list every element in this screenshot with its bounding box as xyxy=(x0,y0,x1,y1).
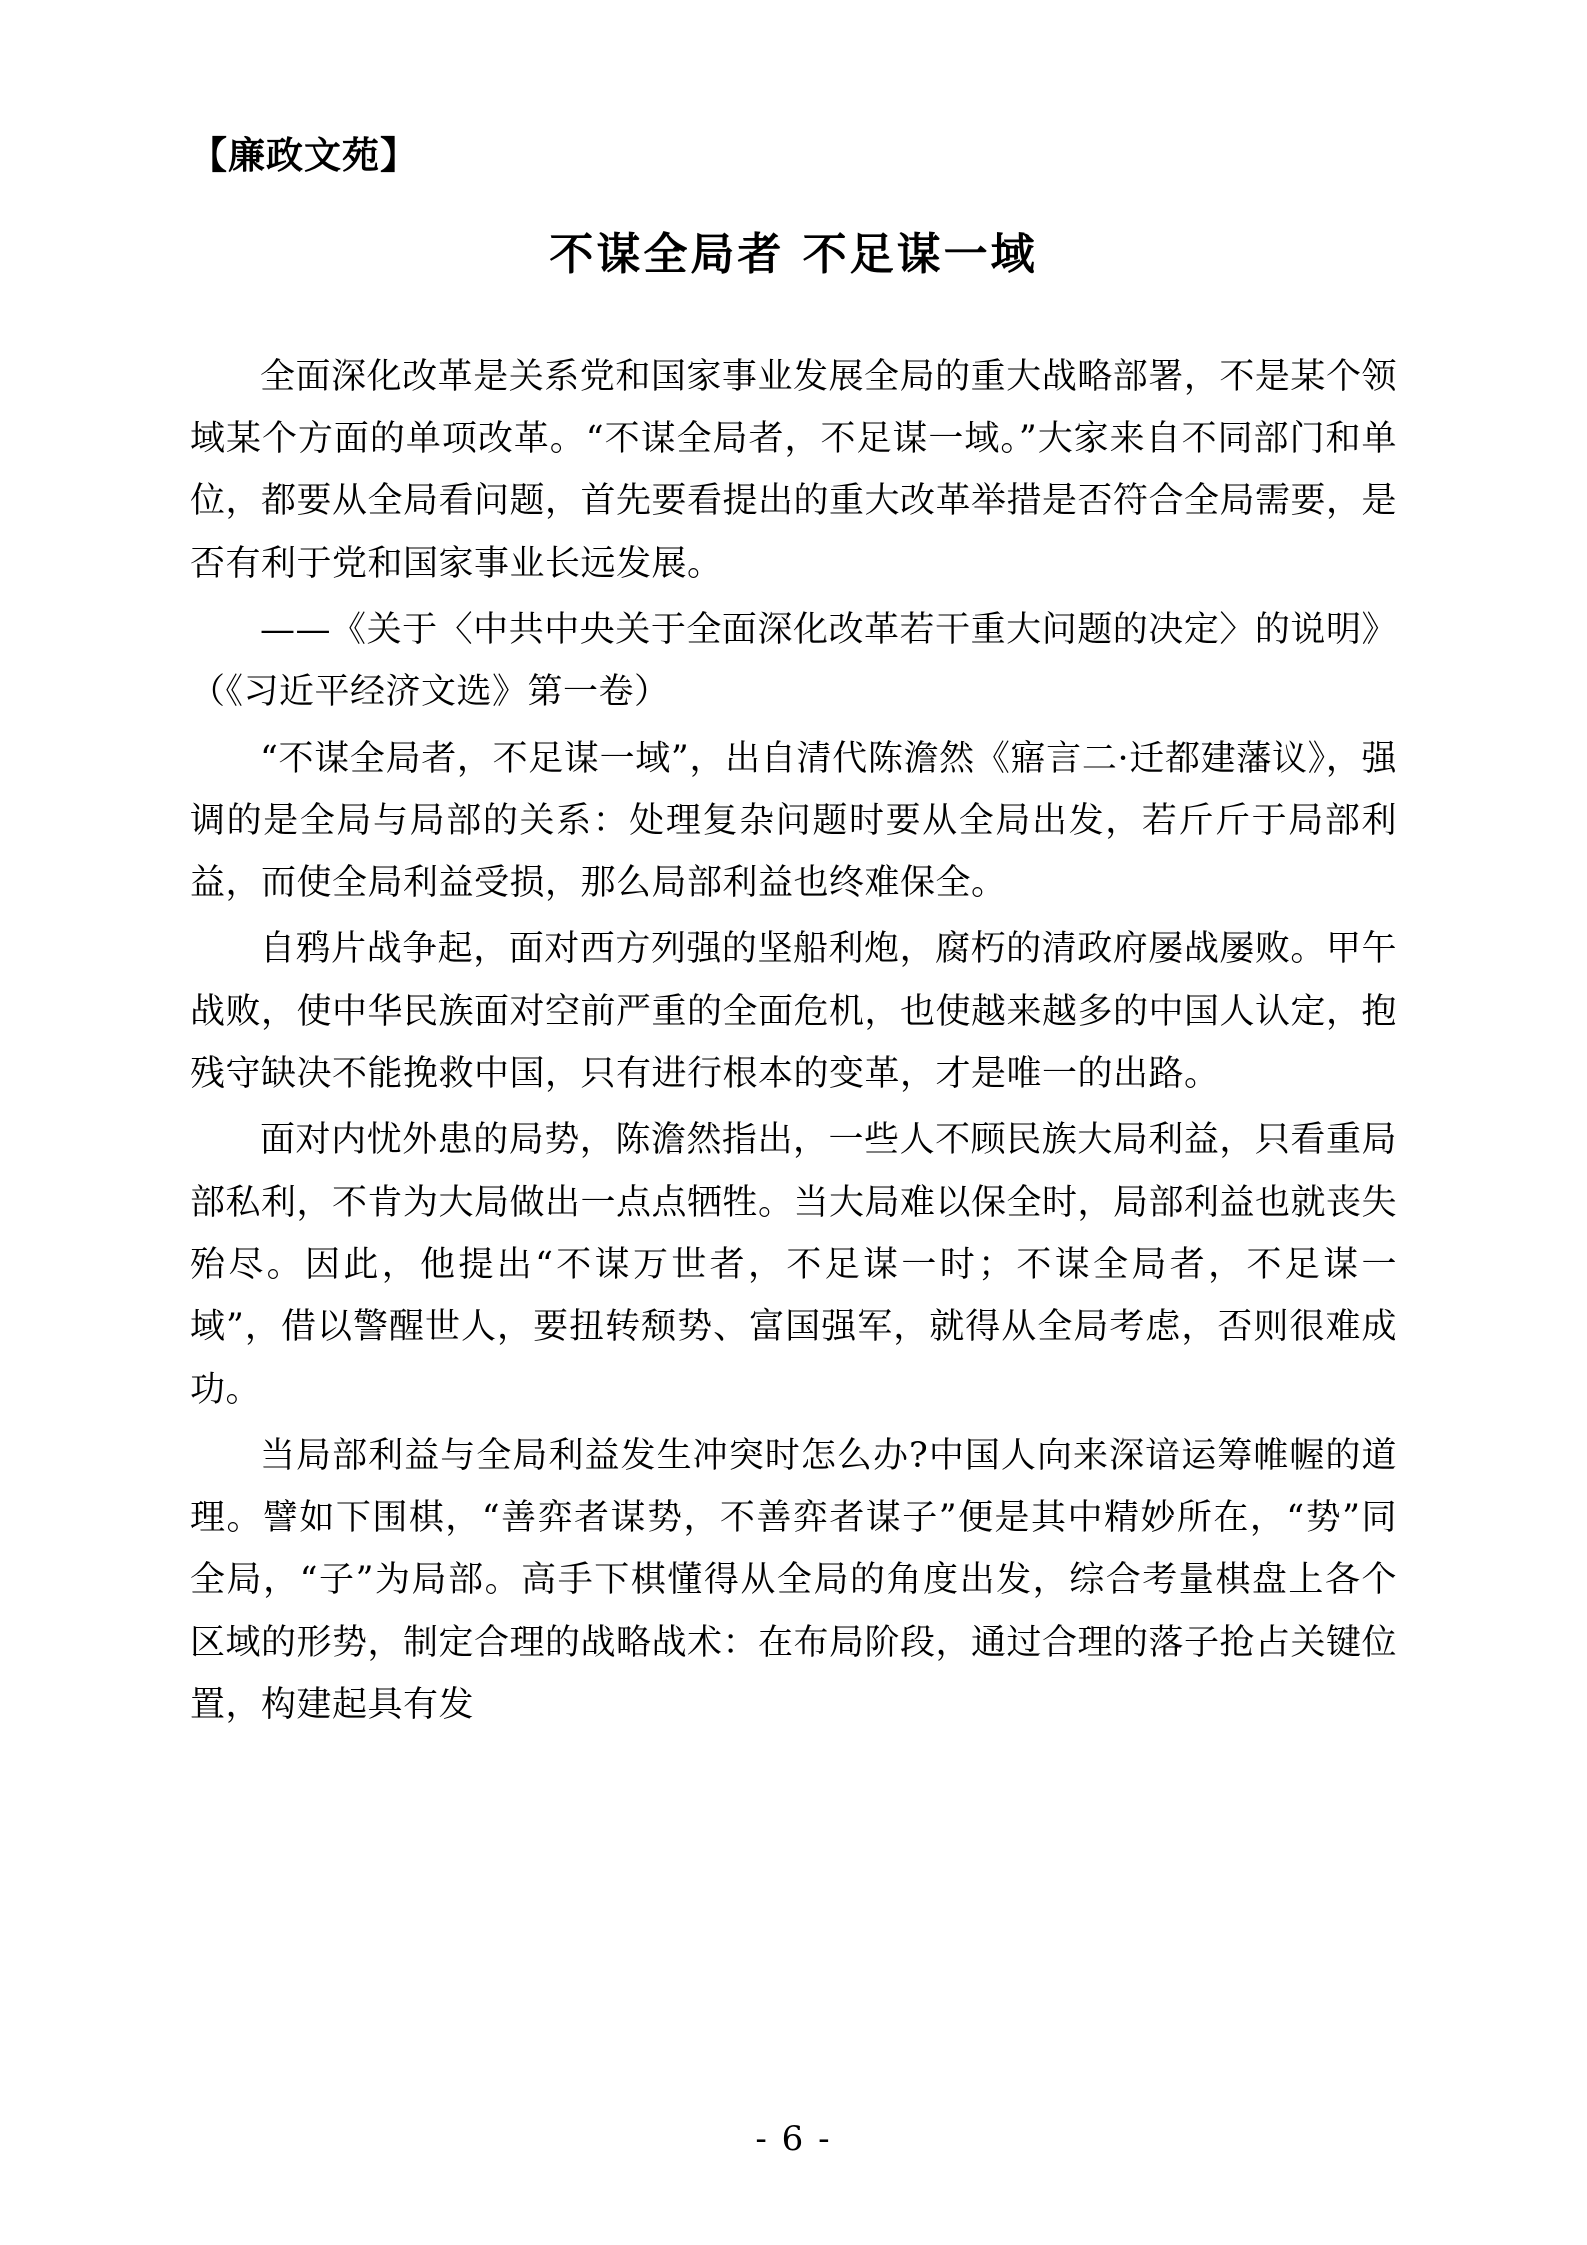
paragraph-2: “不谋全局者，不足谋一域”，出自清代陈澹然《寤言二·迁都建藩议》，强调的是全局与局部的关系：处理复杂问题时要从全局出发，若斤斤于局部利益，而使全局利益受损，那么局部利益也终难保全。 xyxy=(190,738,1397,904)
paragraph-4: 面对内忧外患的局势，陈澹然指出，一些人不顾民族大局利益，只看重局部私利，不肯为大局做出一点点牺牲。当大局难以保全时，局部利益也就丧失殆尽。因此，他提出“不谋万世者，不足谋一时；不谋全局者，不足谋一域”，借以警醒世人，要扭转颓势、富国强军，就得从全局考虑，否则很难成功。 xyxy=(190,1120,1398,1410)
page-title: 不谋全局者 不足谋一域 xyxy=(549,228,1038,280)
paragraph-source-citation: ——《关于〈中共中央关于全面深化改革若干重大问题的决定〉的说明》（《习近平经济文选》第一卷） xyxy=(190,609,1397,713)
paragraph-1: 全面深化改革是关系党和国家事业发展全局的重大战略部署，不是某个领域某个方面的单项改革。“不谋全局者，不足谋一域。”大家来自不同部门和单位，都要从全局看问题，首先要看提出的重大改革举措是否符合全局需要，是否有利于党和国家事业长远发展。 xyxy=(190,356,1398,584)
section-tag: 【廉政文苑】 xyxy=(190,133,418,177)
paragraph-3: 自鸦片战争起，面对西方列强的坚船利炮，腐朽的清政府屡战屡败。甲午战败，使中华民族面对空前严重的全面危机，也使越来越多的中国人认定，抱残守缺决不能挽救中国，只有进行根本的变革，才是唯一的出路。 xyxy=(190,929,1398,1095)
paragraph-5: 当局部利益与全局利益发生冲突时怎么办?中国人向来深谙运筹帷幄的道理。譬如下围棋，“善弈者谋势，不善弈者谋子”便是其中精妙所在，“势”同全局，“子”为局部。高手下棋懂得从全局的角度出发，综合考量棋盘上各个区域的形势，制定合理的战略战术：在布局阶段，通过合理的落子抢占关键位置，构建起具有发 xyxy=(190,1435,1398,1726)
page-number: - 6 - xyxy=(755,2119,832,2159)
